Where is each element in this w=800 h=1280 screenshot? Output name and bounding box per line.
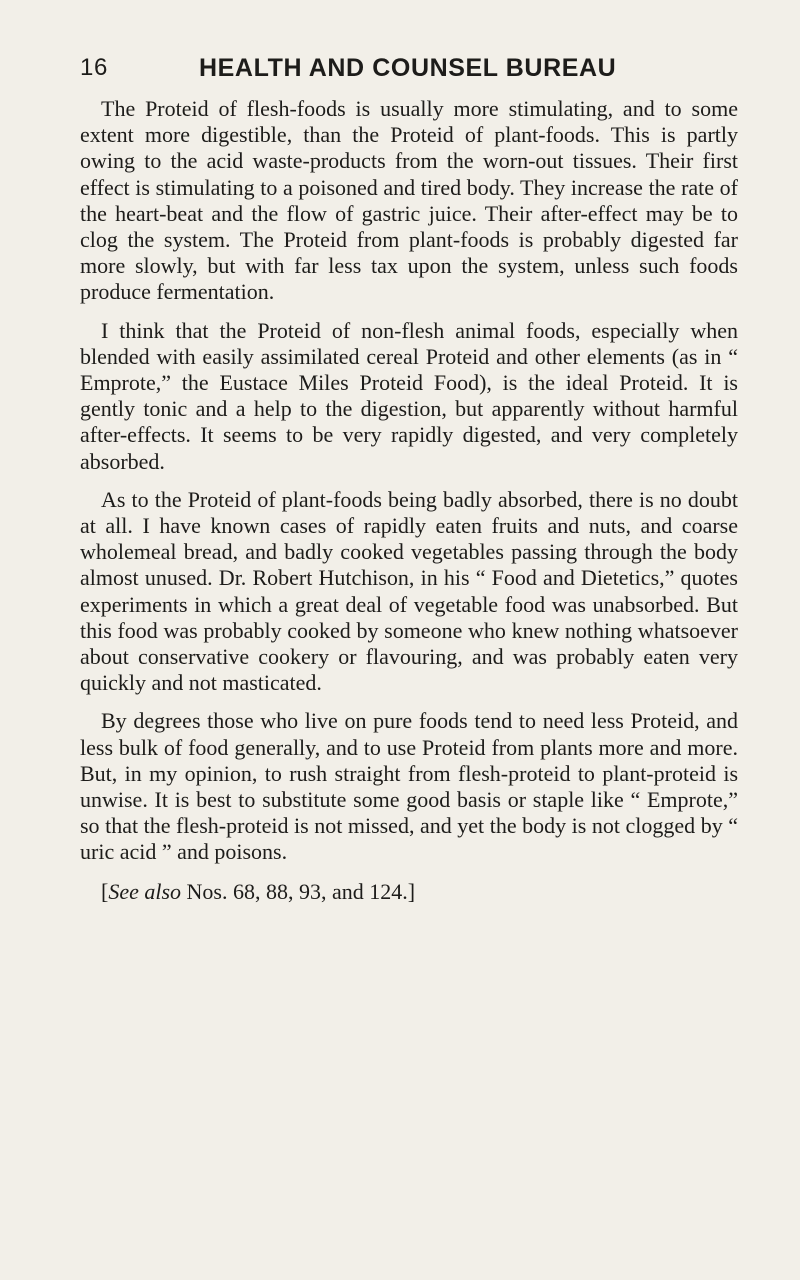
see-also-label: See also: [108, 878, 182, 904]
page-number: 16: [80, 54, 108, 81]
body-text: [80, 96, 738, 905]
paragraph-flesh-foods: The Proteid of flesh-foods is usually more stimulating, and to some extent more digestible, than the Proteid of plant-foods. This is partly owing to the acid waste-products from the worn-out tissues. Their first effect is stimulating to a poisoned and tired body. They increase the rate of the heart-beat and the flow of gastric juice. Their after-effect may be to clog the system. The Proteid from plant-foods is probably digested far more slowly, but with far less tax upon the system, unless such foods produce fermentation.: [80, 96, 738, 305]
see-also-reference: [80, 879, 738, 905]
reference-open-bracket: [: [101, 878, 109, 904]
running-head: HEALTH AND COUNSEL BUREAU: [199, 54, 617, 82]
paragraph-plant-foods-absorption: As to the Proteid of plant-foods being badly absorbed, there is no doubt at all. I have known cases of rapidly eaten fruits and nuts, and coarse wholemeal bread, and badly cooked vegetables passing through the body almost unused. Dr. Robert Hutchison, in his “ Food and Dietetics,” quotes experiments in which a great deal of vegetable food was unabsorbed. But this food was probably cooked by someone who knew nothing whatsoever about conservative cookery or flavouring, and was probably eaten very quickly and not masticated.: [80, 486, 738, 696]
paragraph-pure-foods: By degrees those who live on pure foods tend to need less Proteid, and less bulk of food generally, and to use Proteid from plants more and more. But, in my opinion, to rush straight from flesh-proteid to plant-proteid is unwise. It is best to substitute some good basis or staple like “ Emprote,” so that the flesh-proteid is not missed, and yet the body is not clogged by “ uric acid ” and poisons.: [80, 708, 738, 865]
page-header: [80, 54, 720, 88]
reference-numbers: Nos. 68, 88, 93, and 124.]: [181, 878, 416, 904]
paragraph-ideal-proteid: I think that the Proteid of non-flesh animal foods, especially when blended with easily assimilated cereal Proteid and other elements (as in “ Emprote,” the Eustace Miles Proteid Food), is the ideal Proteid. It is gently tonic and a help to the digestion, but apparently without harmful after-effects. It seems to be very rapidly digested, and very completely absorbed.: [80, 317, 738, 474]
